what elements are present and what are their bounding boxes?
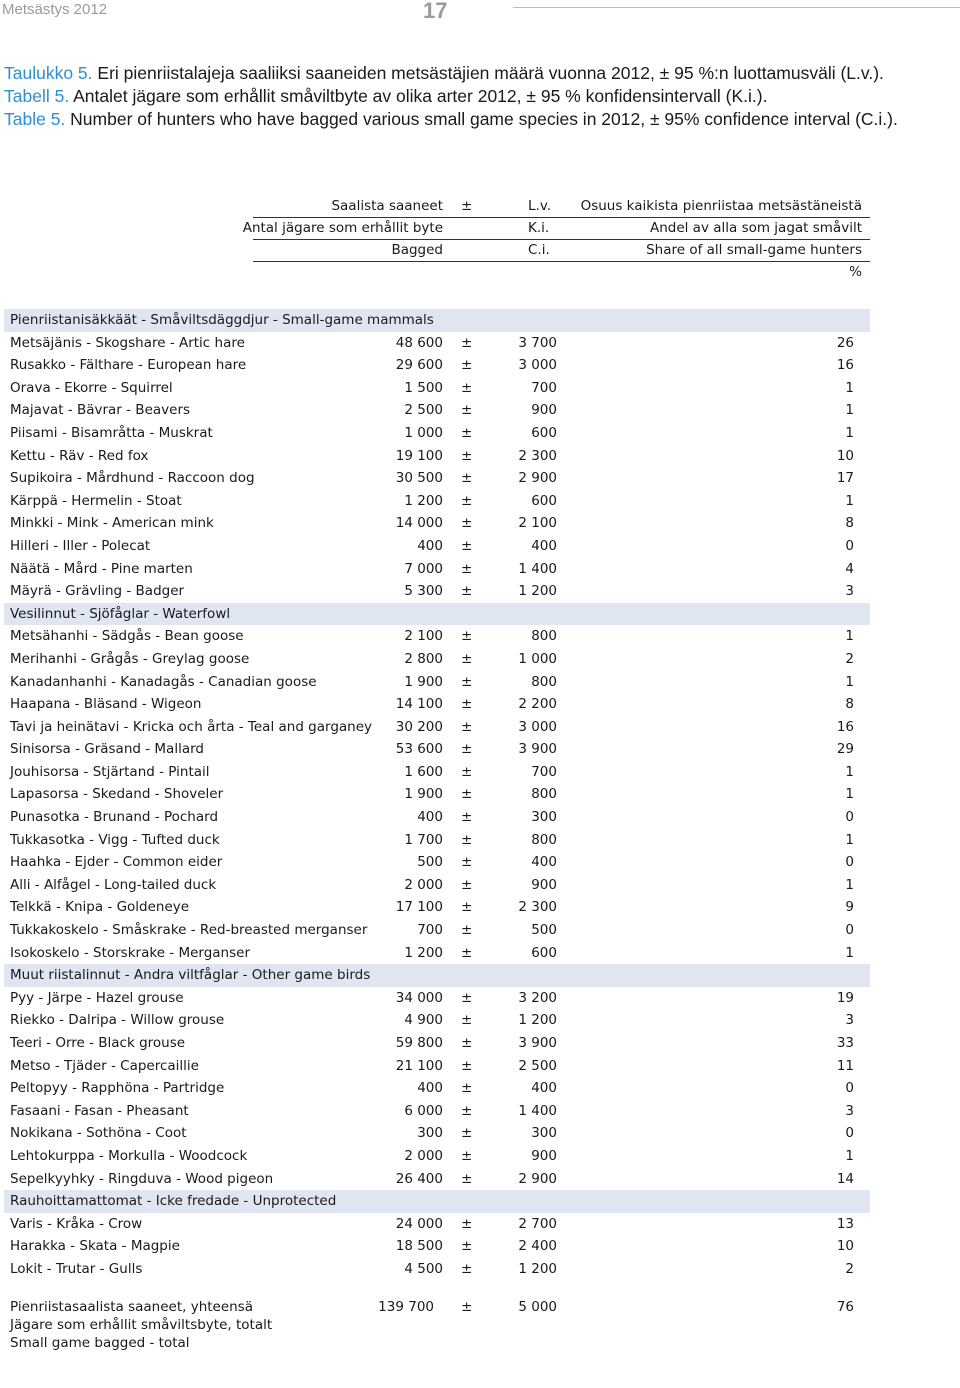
plus-minus: ± [461, 1057, 473, 1074]
share-percent: 1 [845, 628, 854, 645]
plus-minus: ± [461, 379, 473, 396]
share-percent: 0 [845, 922, 854, 939]
hunter-count: 2 000 [404, 1147, 443, 1164]
header-share-fi: Osuus kaikista pienriistaa metsästäneistä [580, 198, 862, 214]
header-share-unit: % [849, 264, 862, 280]
hunter-count: 5 300 [404, 583, 443, 600]
species-name: Alli - Alfågel - Long-tailed duck [10, 876, 217, 893]
species-name: Sepelkyyhky - Ringduva - Wood pigeon [10, 1170, 274, 1187]
table-row [0, 1009, 960, 1032]
share-percent: 2 [845, 650, 854, 667]
plus-minus: ± [461, 560, 473, 577]
confidence-interval: 800 [531, 673, 557, 690]
hunter-count: 59 800 [395, 1035, 443, 1051]
hunter-count: 2 100 [404, 628, 443, 645]
hunter-count: 700 [417, 922, 443, 939]
species-name: Peltopyy - Rapphöna - Partridge [10, 1080, 225, 1097]
table-row [0, 896, 960, 919]
table-row [0, 1077, 960, 1100]
confidence-interval: 3 200 [518, 989, 557, 1006]
hunter-count: 1 900 [404, 673, 443, 690]
confidence-interval: 400 [531, 854, 557, 871]
plus-minus: ± [461, 402, 473, 419]
species-name: Tukkasotka - Vigg - Tufted duck [10, 831, 220, 848]
plus-minus: ± [461, 1035, 473, 1051]
plus-minus: ± [461, 1080, 473, 1097]
title-label-fi: Taulukko 5. [4, 63, 93, 83]
confidence-interval: 3 000 [518, 718, 557, 735]
total-spacer [0, 1281, 960, 1299]
title-text-en: Number of hunters who have bagged various small game species in 2012, ± 95% confidence interval (C.i.). [70, 109, 898, 129]
total-ci: 5 000 [518, 1298, 557, 1315]
hunter-count: 21 100 [395, 1057, 443, 1074]
title-finnish [4, 62, 904, 85]
header-spacer [0, 283, 960, 309]
hunter-count: 1 600 [404, 763, 443, 780]
share-percent: 9 [845, 899, 854, 916]
species-name: Punasotka - Brunand - Pochard [10, 809, 219, 826]
hunter-count: 48 600 [395, 334, 443, 351]
share-percent: 14 [836, 1170, 854, 1187]
confidence-interval: 2 100 [518, 515, 557, 532]
confidence-interval: 400 [531, 537, 557, 554]
share-percent: 1 [845, 673, 854, 690]
share-percent: 1 [845, 379, 854, 396]
hunter-count: 30 200 [395, 718, 443, 735]
section-header [4, 1190, 870, 1213]
plus-minus: ± [461, 854, 473, 871]
species-name: Kettu - Räv - Red fox [10, 447, 149, 464]
species-name: Supikoira - Mårdhund - Raccoon dog [10, 470, 255, 487]
data-table [0, 195, 960, 1353]
hunter-count: 1 900 [404, 786, 443, 803]
publication-name: Metsästys 2012 [2, 1, 108, 18]
table-row [0, 716, 960, 739]
hunter-count: 400 [417, 537, 443, 554]
hunter-count: 400 [417, 1080, 443, 1097]
confidence-interval: 1 200 [518, 1260, 557, 1277]
share-percent: 3 [845, 583, 854, 600]
section-title: Pienriistanisäkkäät - Småviltsdäggdjur - Small-game mammals [10, 312, 434, 328]
header-pm: ± [461, 198, 473, 214]
header-ci-en: C.i. [528, 242, 550, 258]
header-row-en [0, 239, 960, 261]
table-row [0, 580, 960, 603]
share-percent: 3 [845, 1012, 854, 1029]
plus-minus: ± [461, 899, 473, 916]
plus-minus: ± [461, 1125, 473, 1142]
header-count-en: Bagged [391, 242, 443, 258]
share-percent: 8 [845, 515, 854, 532]
hunter-count: 30 500 [395, 470, 443, 487]
section-header [4, 964, 870, 987]
plus-minus: ± [461, 989, 473, 1006]
table-row [0, 1032, 960, 1055]
table-row [0, 851, 960, 874]
species-name: Metsähanhi - Sädgås - Bean goose [10, 628, 244, 645]
confidence-interval: 3 700 [518, 334, 557, 351]
plus-minus: ± [461, 470, 473, 487]
confidence-interval: 900 [531, 1147, 557, 1164]
share-percent: 16 [836, 718, 854, 735]
share-percent: 10 [836, 447, 854, 464]
confidence-interval: 3 900 [518, 1035, 557, 1051]
hunter-count: 1 500 [404, 379, 443, 396]
species-name: Minkki - Mink - American mink [10, 515, 214, 532]
plus-minus: ± [461, 1215, 473, 1232]
plus-minus: ± [461, 1102, 473, 1119]
confidence-interval: 3 000 [518, 357, 557, 374]
table-row [0, 332, 960, 355]
table-row [0, 919, 960, 942]
share-percent: 29 [836, 741, 854, 758]
share-percent: 33 [836, 1035, 854, 1051]
confidence-interval: 800 [531, 786, 557, 803]
plus-minus: ± [461, 424, 473, 441]
header-row-sv [0, 217, 960, 239]
species-name: Pyy - Järpe - Hazel grouse [10, 989, 184, 1006]
share-percent: 2 [845, 1260, 854, 1277]
table-body [0, 309, 960, 1281]
share-percent: 1 [845, 763, 854, 780]
plus-minus: ± [461, 831, 473, 848]
hunter-count: 34 000 [395, 989, 443, 1006]
confidence-interval: 900 [531, 402, 557, 419]
total-name-en: Small game bagged - total [10, 1334, 190, 1351]
share-percent: 11 [836, 1057, 854, 1074]
plus-minus: ± [461, 357, 473, 374]
confidence-interval: 900 [531, 876, 557, 893]
plus-minus: ± [461, 492, 473, 509]
title-label-sv: Tabell 5. [4, 86, 70, 106]
section-title: Vesilinnut - Sjöfåglar - Waterfowl [10, 605, 231, 622]
table-row [0, 1055, 960, 1078]
hunter-count: 26 400 [395, 1170, 443, 1187]
species-name: Fasaani - Fasan - Pheasant [10, 1102, 189, 1119]
species-name: Nokikana - Sothöna - Coot [10, 1125, 187, 1142]
species-name: Kanadanhanhi - Kanadagås - Canadian goose [10, 673, 317, 690]
total-row-sv [0, 1317, 960, 1335]
confidence-interval: 800 [531, 628, 557, 645]
plus-minus: ± [461, 447, 473, 464]
confidence-interval: 700 [531, 379, 557, 396]
hunter-count: 1 200 [404, 944, 443, 961]
share-percent: 3 [845, 1102, 854, 1119]
species-name: Tukkakoskelo - Småskrake - Red-breasted merganser [10, 922, 368, 939]
share-percent: 1 [845, 831, 854, 848]
total-pm: ± [461, 1298, 473, 1315]
confidence-interval: 2 400 [518, 1238, 557, 1255]
species-name: Metso - Tjäder - Capercaillie [10, 1057, 199, 1074]
confidence-interval: 600 [531, 944, 557, 961]
total-name-fi: Pienriistasaalista saaneet, yhteensä [10, 1298, 254, 1315]
species-name: Merihanhi - Grågås - Greylag goose [10, 650, 250, 667]
table-row [0, 874, 960, 897]
plus-minus: ± [461, 696, 473, 713]
title-label-en: Table 5. [4, 109, 66, 129]
species-name: Tavi ja heinätavi - Kricka och årta - Teal and garganey [10, 718, 373, 735]
title-text-fi: Eri pienriistalajeja saaliiksi saaneiden metsästäjien määrä vuonna 2012, ± 95 %:n luottamusväli (L.v.). [97, 63, 884, 83]
plus-minus: ± [461, 1147, 473, 1164]
species-name: Riekko - Dalripa - Willow grouse [10, 1012, 225, 1029]
hunter-count: 19 100 [395, 447, 443, 464]
confidence-interval: 2 900 [518, 470, 557, 487]
share-percent: 10 [836, 1238, 854, 1255]
table-row [0, 512, 960, 535]
hunter-count: 6 000 [404, 1102, 443, 1119]
share-percent: 17 [836, 470, 854, 487]
table-row [0, 671, 960, 694]
confidence-interval: 600 [531, 492, 557, 509]
plus-minus: ± [461, 1012, 473, 1029]
table-row [0, 783, 960, 806]
plus-minus: ± [461, 628, 473, 645]
title-english [4, 108, 904, 131]
hunter-count: 1 200 [404, 492, 443, 509]
table-row [0, 399, 960, 422]
table-row [0, 354, 960, 377]
table-row [0, 1213, 960, 1236]
table-titles [4, 62, 904, 131]
confidence-interval: 1 200 [518, 583, 557, 600]
page-header [0, 0, 960, 23]
species-name: Rusakko - Fälthare - European hare [10, 357, 247, 374]
header-count-fi: Saalista saaneet [331, 198, 443, 214]
share-percent: 1 [845, 1147, 854, 1164]
header-ci-fi: L.v. [528, 198, 552, 214]
header-rule [513, 7, 960, 8]
table-row [0, 535, 960, 558]
species-name: Kärppä - Hermelin - Stoat [10, 492, 182, 509]
species-name: Lehtokurppa - Morkulla - Woodcock [10, 1147, 248, 1164]
confidence-interval: 2 300 [518, 447, 557, 464]
confidence-interval: 1 400 [518, 1102, 557, 1119]
share-percent: 0 [845, 809, 854, 826]
species-name: Telkkä - Knipa - Goldeneye [10, 899, 190, 916]
table-row [0, 693, 960, 716]
table-row [0, 806, 960, 829]
confidence-interval: 600 [531, 424, 557, 441]
confidence-interval: 2 200 [518, 696, 557, 713]
table-row [0, 558, 960, 581]
header-ci-sv: K.i. [528, 220, 550, 236]
plus-minus: ± [461, 1170, 473, 1187]
table-row [0, 625, 960, 648]
plus-minus: ± [461, 1238, 473, 1255]
species-name: Orava - Ekorre - Squirrel [10, 379, 173, 396]
share-percent: 1 [845, 786, 854, 803]
share-percent: 13 [836, 1215, 854, 1232]
plus-minus: ± [461, 515, 473, 532]
hunter-count: 53 600 [395, 741, 443, 758]
table-row [0, 1235, 960, 1258]
confidence-interval: 2 300 [518, 899, 557, 916]
hunter-count: 400 [417, 809, 443, 826]
hunter-count: 2 000 [404, 876, 443, 893]
header-row-unit [0, 261, 960, 283]
table-row [0, 829, 960, 852]
confidence-interval: 2 900 [518, 1170, 557, 1187]
share-percent: 0 [845, 854, 854, 871]
section-header [4, 603, 870, 626]
species-name: Näätä - Mård - Pine marten [10, 560, 193, 577]
plus-minus: ± [461, 876, 473, 893]
total-count: 139 700 [378, 1298, 434, 1315]
header-row-fi [0, 195, 960, 217]
confidence-interval: 300 [531, 1125, 557, 1142]
plus-minus: ± [461, 944, 473, 961]
confidence-interval: 3 900 [518, 741, 557, 758]
table-row [0, 987, 960, 1010]
species-name: Majavat - Bävrar - Beavers [10, 402, 191, 419]
share-percent: 0 [845, 1080, 854, 1097]
confidence-interval: 300 [531, 809, 557, 826]
hunter-count: 2 800 [404, 650, 443, 667]
table-row [0, 1168, 960, 1191]
share-percent: 0 [845, 1125, 854, 1142]
share-percent: 1 [845, 492, 854, 509]
table-row [0, 1100, 960, 1123]
plus-minus: ± [461, 809, 473, 826]
hunter-count: 4 900 [404, 1012, 443, 1029]
hunter-count: 2 500 [404, 402, 443, 419]
hunter-count: 18 500 [395, 1238, 443, 1255]
plus-minus: ± [461, 786, 473, 803]
hunter-count: 14 000 [395, 515, 443, 532]
hunter-count: 4 500 [404, 1260, 443, 1277]
hunter-count: 29 600 [395, 357, 443, 374]
hunter-count: 1 700 [404, 831, 443, 848]
share-percent: 1 [845, 944, 854, 961]
species-name: Haapana - Bläsand - Wigeon [10, 696, 202, 713]
total-share: 76 [836, 1298, 854, 1315]
total-name-sv: Jägare som erhållit småviltsbyte, totalt [10, 1316, 273, 1333]
plus-minus: ± [461, 718, 473, 735]
confidence-interval: 2 500 [518, 1057, 557, 1074]
hunter-count: 24 000 [395, 1215, 443, 1232]
species-name: Lokit - Trutar - Gulls [10, 1260, 143, 1277]
section-title: Muut riistalinnut - Andra viltfåglar - Other game birds [10, 967, 371, 984]
total-row-en [0, 1335, 960, 1353]
table-row [0, 377, 960, 400]
species-name: Mäyrä - Grävling - Badger [10, 583, 185, 600]
table-row [0, 422, 960, 445]
share-percent: 1 [845, 402, 854, 419]
title-swedish [4, 85, 904, 108]
confidence-interval: 1 200 [518, 1012, 557, 1029]
species-name: Varis - Kråka - Crow [10, 1215, 143, 1232]
share-percent: 19 [836, 989, 854, 1006]
page-number: 17 [423, 0, 448, 23]
table-row [0, 648, 960, 671]
plus-minus: ± [461, 537, 473, 554]
confidence-interval: 800 [531, 831, 557, 848]
species-name: Hilleri - Iller - Polecat [10, 537, 151, 554]
title-text-sv: Antalet jägare som erhållit småviltbyte av olika arter 2012, ± 95 % konfidensintervall (K.i.). [73, 86, 768, 106]
share-percent: 8 [845, 696, 854, 713]
table-row [0, 1122, 960, 1145]
plus-minus: ± [461, 922, 473, 939]
share-percent: 1 [845, 876, 854, 893]
hunter-count: 7 000 [404, 560, 443, 577]
plus-minus: ± [461, 763, 473, 780]
header-count-sv: Antal jägare som erhållit byte [242, 220, 443, 236]
plus-minus: ± [461, 741, 473, 758]
section-title: Rauhoittamattomat - Icke fredade - Unprotected [10, 1193, 337, 1210]
species-name: Lapasorsa - Skedand - Shoveler [10, 786, 224, 803]
confidence-interval: 1 000 [518, 650, 557, 667]
share-percent: 4 [845, 560, 854, 577]
species-name: Harakka - Skata - Magpie [10, 1238, 180, 1255]
hunter-count: 14 100 [395, 696, 443, 713]
confidence-interval: 700 [531, 763, 557, 780]
hunter-count: 17 100 [395, 899, 443, 916]
table-row [0, 467, 960, 490]
table-row [0, 738, 960, 761]
plus-minus: ± [461, 650, 473, 667]
share-percent: 16 [836, 357, 854, 374]
species-name: Sinisorsa - Gräsand - Mallard [10, 741, 204, 758]
confidence-interval: 400 [531, 1080, 557, 1097]
share-percent: 26 [836, 334, 854, 351]
species-name: Piisami - Bisamråtta - Muskrat [10, 424, 213, 441]
table-row [0, 1145, 960, 1168]
table-row [0, 445, 960, 468]
total-row [0, 1299, 960, 1317]
table-row [0, 942, 960, 965]
share-percent: 1 [845, 424, 854, 441]
plus-minus: ± [461, 673, 473, 690]
hunter-count: 1 000 [404, 424, 443, 441]
plus-minus: ± [461, 1260, 473, 1277]
species-name: Haahka - Ejder - Common eider [10, 854, 223, 871]
confidence-interval: 2 700 [518, 1215, 557, 1232]
species-name: Metsäjänis - Skogshare - Artic hare [10, 334, 245, 351]
species-name: Jouhisorsa - Stjärtand - Pintail [10, 763, 210, 780]
share-percent: 0 [845, 537, 854, 554]
table-row [0, 761, 960, 784]
section-header [4, 309, 870, 332]
header-share-sv: Andel av alla som jagat småvilt [649, 220, 862, 236]
confidence-interval: 500 [531, 922, 557, 939]
plus-minus: ± [461, 583, 473, 600]
table-row [0, 490, 960, 513]
confidence-interval: 1 400 [518, 560, 557, 577]
hunter-count: 300 [417, 1125, 443, 1142]
hunter-count: 500 [417, 854, 443, 871]
species-name: Isokoskelo - Storskrake - Merganser [10, 944, 251, 961]
plus-minus: ± [461, 334, 473, 351]
species-name: Teeri - Orre - Black grouse [10, 1035, 186, 1051]
table-row [0, 1258, 960, 1281]
header-share-en: Share of all small-game hunters [646, 242, 862, 258]
